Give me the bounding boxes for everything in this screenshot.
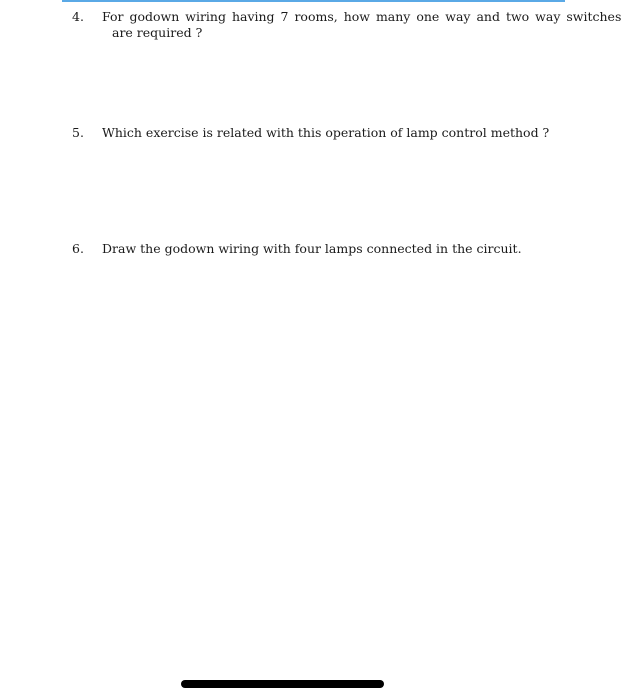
question-text-line-2: are required ? (112, 25, 203, 40)
top-divider-line (62, 0, 565, 2)
question-text: Draw the godown wiring with four lamps connected in the circuit. (102, 241, 522, 256)
question-number: 5. (72, 125, 84, 140)
home-indicator-bar[interactable] (181, 680, 384, 688)
question-text (102, 9, 621, 41)
question-text: Which exercise is related with this operation of lamp control method ? (102, 125, 550, 140)
question-text-line-1: For godown wiring having 7 rooms, how many one way and two way switches (102, 9, 621, 24)
question-number: 6. (72, 241, 84, 256)
question-number: 4. (72, 9, 84, 24)
